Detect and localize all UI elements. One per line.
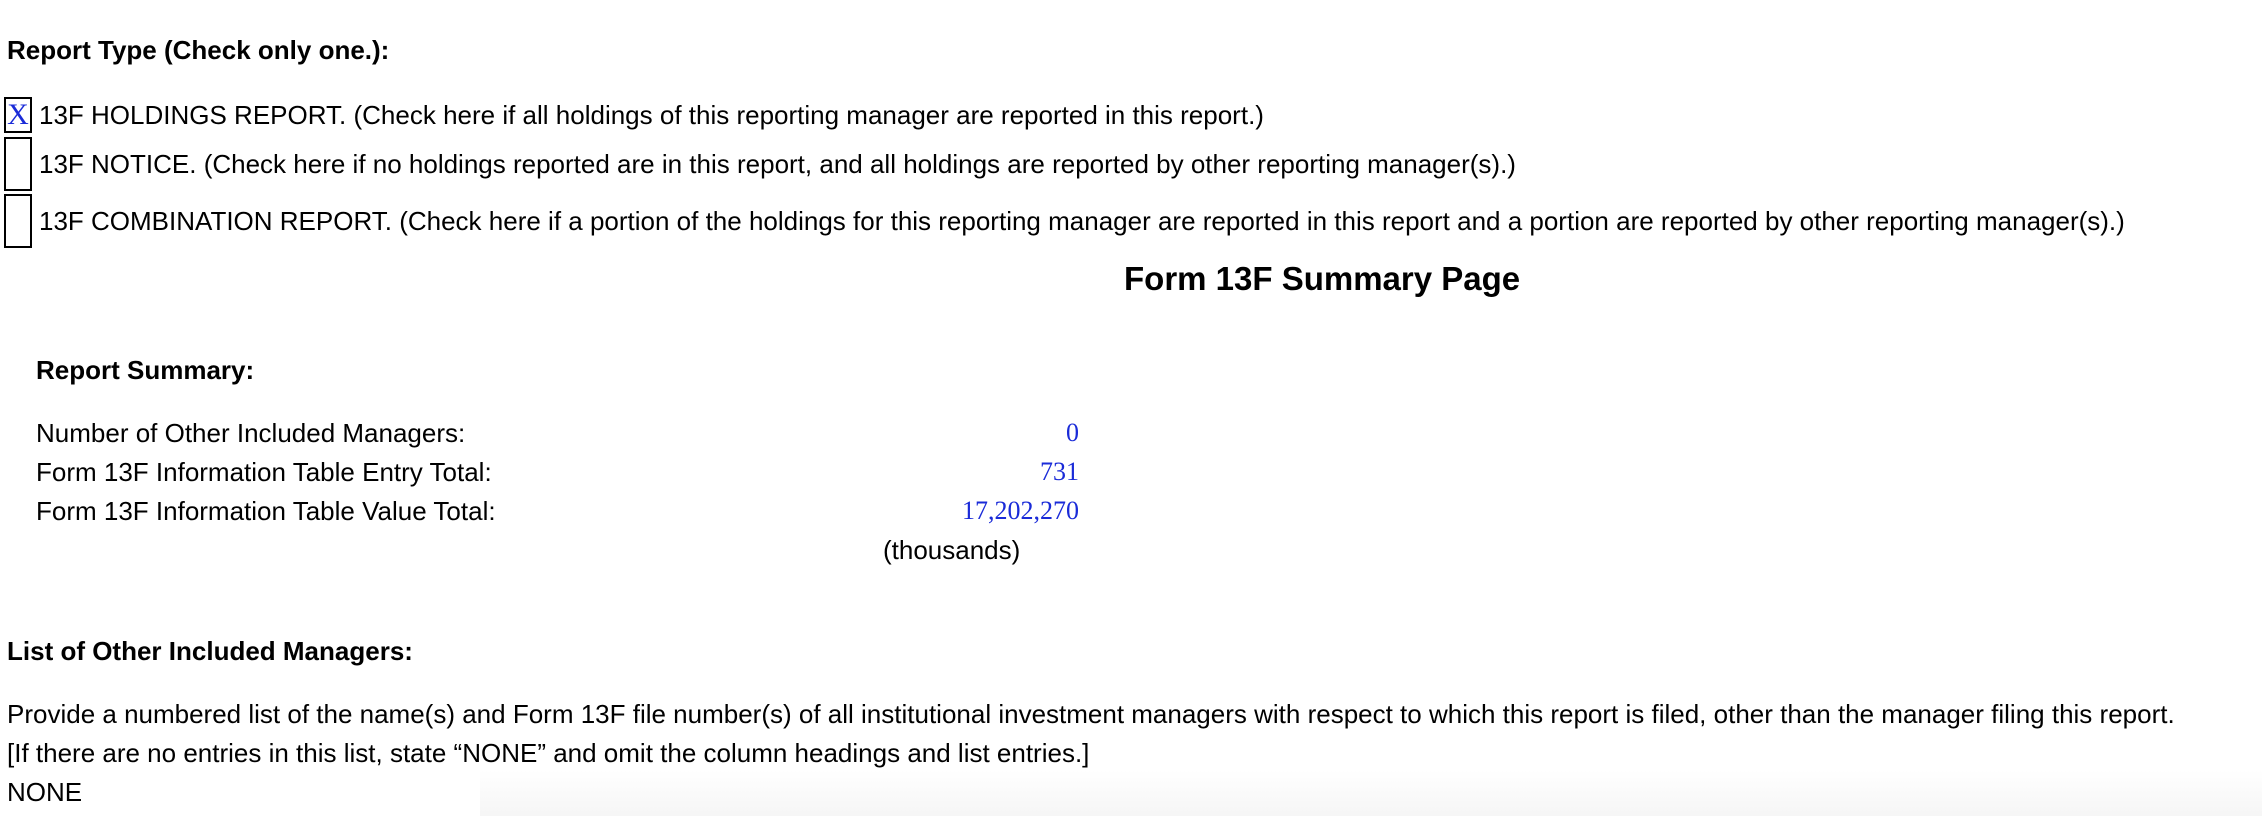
other-managers-heading: List of Other Included Managers: <box>7 636 413 666</box>
other-managers-empty-instruction: [If there are no entries in this list, state “NONE” and omit the column headings and list entries.] <box>7 738 1090 768</box>
combination-report-label: 13F COMBINATION REPORT. (Check here if a portion of the holdings for this reporting manager are reported in this report and a portion are reported by other reporting manager(s).) <box>39 206 2125 236</box>
other-managers-entry: NONE <box>7 777 83 807</box>
notice-label: 13F NOTICE. (Check here if no holdings reported are in this report, and all holdings are reported by other reporting manager(s).) <box>39 149 1516 179</box>
holdings-report-checkbox: X <box>4 97 32 133</box>
other-managers-count-label: Number of Other Included Managers: <box>36 418 466 448</box>
entry-total-value: 731 <box>1040 457 1079 486</box>
value-units-note: (thousands) <box>883 535 1021 565</box>
option-notice <box>4 138 1516 190</box>
summary-page-title: Form 13F Summary Page <box>1124 260 1521 297</box>
value-total-label: Form 13F Information Table Value Total: <box>36 496 496 526</box>
value-total-value: 17,202,270 <box>962 496 1079 525</box>
other-managers-instruction: Provide a numbered list of the name(s) and Form 13F file number(s) of all institutional investment managers with respect to which this report is filed, other than the manager filing this report. <box>7 699 2175 729</box>
bottom-shadow <box>480 770 2262 816</box>
report-type-heading: Report Type (Check only one.): <box>7 35 390 65</box>
option-combination-report <box>4 195 2125 247</box>
holdings-report-label: 13F HOLDINGS REPORT. (Check here if all holdings of this reporting manager are reported in this report.) <box>39 100 1264 130</box>
entry-total-label: Form 13F Information Table Entry Total: <box>36 457 492 487</box>
other-managers-count-value: 0 <box>1066 418 1079 447</box>
option-holdings-report <box>4 91 1264 139</box>
report-summary-heading: Report Summary: <box>36 355 255 385</box>
combination-report-checkbox <box>4 194 32 248</box>
notice-checkbox <box>4 137 32 191</box>
